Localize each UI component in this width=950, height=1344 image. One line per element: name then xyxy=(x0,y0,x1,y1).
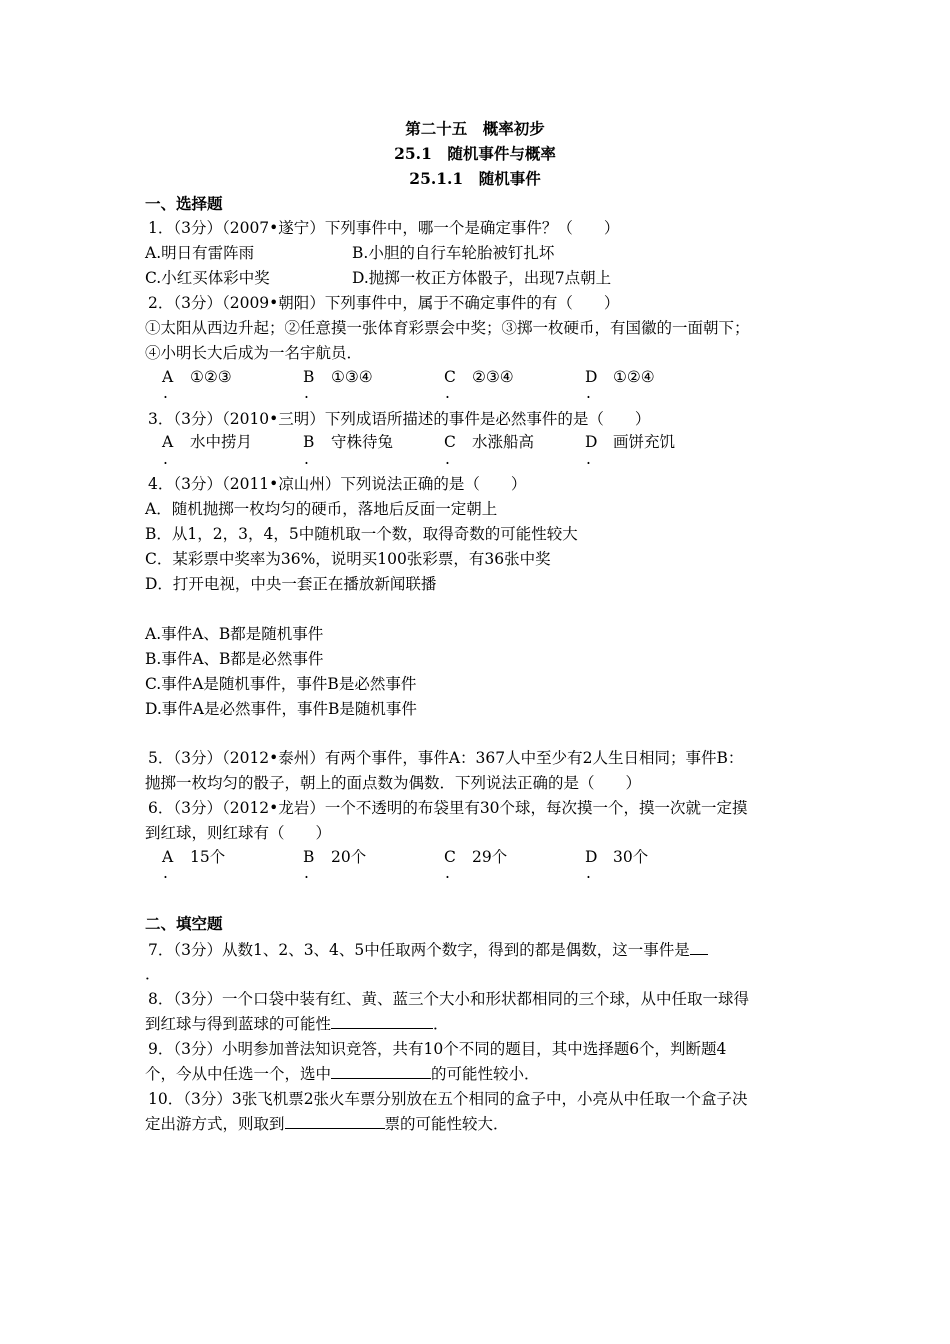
q2-option-b-text: ①③④ xyxy=(331,368,373,386)
q10-text: 定出游方式，则取到 xyxy=(145,1115,285,1133)
q5-stem-line1: 5．（3分）（2012•泰州）有两个事件，事件A：367人中至少有2人生日相同；事件B： xyxy=(148,749,744,767)
section-heading-choice: 一、选择题 xyxy=(145,194,223,213)
q7-stem xyxy=(148,940,708,960)
q6-option-c-letter: C xyxy=(444,848,456,866)
q8-answer-blank[interactable] xyxy=(331,1014,433,1029)
q3-option-c-text: 水涨船高 xyxy=(472,433,535,451)
q2-option-c-letter: C xyxy=(444,368,456,386)
q1-option-d: D.抛掷一枚正方体骰子，出现7点朝上 xyxy=(352,269,612,287)
q7-answer-blank[interactable] xyxy=(690,940,708,955)
q1-option-b: B.小胆的自行车轮胎被钉扎坏 xyxy=(352,244,555,262)
section-title: 25.1 随机事件与概率 xyxy=(394,144,556,163)
q8-end: ． xyxy=(433,1015,449,1033)
q4-option-d: D．打开电视，中央一套正在播放新闻联播 xyxy=(145,575,437,593)
q6-option-c-text: 29个 xyxy=(472,848,508,866)
q2-option-a-letter: A xyxy=(162,368,174,386)
q3-option-a-letter: A xyxy=(162,433,174,451)
q9-answer-blank[interactable] xyxy=(331,1064,431,1079)
q6-option-b-text: 20个 xyxy=(331,848,367,866)
q2-stem: 2．（3分）（2009•朝阳）下列事件中，属于不确定事件的有（ ） xyxy=(148,294,620,312)
subsection-title: 25.1.1 随机事件 xyxy=(409,169,541,188)
q3-option-a-dot: . xyxy=(163,450,168,468)
q3-option-b-text: 守株待兔 xyxy=(331,433,394,451)
q6-stem-line2: 到红球，则红球有（ ） xyxy=(145,824,332,842)
q7-text: 7．（3分）从数1、2、3、4、5中任取两个数字，得到的都是偶数，这一事件是 xyxy=(148,941,690,959)
q3-option-a-text: 水中捞月 xyxy=(190,433,253,451)
q6-option-a-dot: . xyxy=(163,864,168,882)
q6-option-d-letter: D xyxy=(585,848,598,866)
q5-option-a: A.事件A、B都是随机事件 xyxy=(145,625,324,643)
q8-text: 到红球与得到蓝球的可能性 xyxy=(145,1015,332,1033)
q8-stem-line1: 8．（3分）一个口袋中装有红、黄、蓝三个大小和形状都相同的三个球，从中任取一球得 xyxy=(148,990,749,1008)
q1-option-a: A.明日有雷阵雨 xyxy=(145,244,255,262)
q6-option-a-letter: A xyxy=(162,848,174,866)
q6-option-d-dot: . xyxy=(586,864,591,882)
q6-option-a-text: 15个 xyxy=(190,848,226,866)
section-heading-fill: 二、填空题 xyxy=(145,914,223,933)
q9-text: 个，今从中任选一个，选中 xyxy=(145,1065,332,1083)
q5-option-c: C.事件A是随机事件，事件B是必然事件 xyxy=(145,675,417,693)
q9-stem-line2 xyxy=(145,1064,540,1084)
q4-option-b: B．从1，2，3，4，5中随机取一个数，取得奇数的可能性较大 xyxy=(145,525,578,543)
q2-statements-line2: ④小明长大后成为一名宇航员． xyxy=(145,344,363,362)
q10-stem-line2 xyxy=(145,1114,509,1134)
q6-stem-line1: 6．（3分）（2012•龙岩）一个不透明的布袋里有30个球，每次摸一个，摸一次就一定摸 xyxy=(148,799,748,817)
q3-option-c-letter: C xyxy=(444,433,456,451)
q1-option-c: C.小红买体彩中奖 xyxy=(145,269,270,287)
q2-option-a-text: ①②③ xyxy=(190,368,232,386)
q4-option-a: A．随机抛掷一枚均匀的硬币，落地后反面一定朝上 xyxy=(145,500,498,518)
q10-answer-blank[interactable] xyxy=(285,1114,385,1129)
q2-option-d-dot: . xyxy=(586,384,591,402)
q9-stem-line1: 9．（3分）小明参加普法知识竞答，共有10个不同的题目，其中选择题6个，判断题4 xyxy=(148,1040,727,1058)
q4-stem: 4．（3分）（2011•凉山州）下列说法正确的是（ ） xyxy=(148,475,527,493)
q6-option-b-letter: B xyxy=(303,848,315,866)
q3-option-d-letter: D xyxy=(585,433,598,451)
q2-option-b-dot: . xyxy=(304,384,309,402)
q1-stem: 1．（3分）（2007•遂宁）下列事件中，哪一个是确定事件？（ ） xyxy=(148,219,620,237)
q8-stem-line2 xyxy=(145,1014,449,1034)
q2-option-d-letter: D xyxy=(585,368,598,386)
q5-option-d: D.事件A是必然事件，事件B是随机事件 xyxy=(145,700,417,718)
q2-option-d-text: ①②④ xyxy=(613,368,655,386)
q2-option-c-text: ②③④ xyxy=(472,368,514,386)
q5-option-b: B.事件A、B都是必然事件 xyxy=(145,650,324,668)
q2-option-a-dot: . xyxy=(163,384,168,402)
q7-end: ． xyxy=(145,965,161,983)
q3-option-d-dot: . xyxy=(586,450,591,468)
q3-option-c-dot: . xyxy=(445,450,450,468)
q6-option-b-dot: . xyxy=(304,864,309,882)
q3-option-d-text: 画饼充饥 xyxy=(613,433,676,451)
q9-end: 的可能性较小． xyxy=(431,1065,540,1083)
q5-stem-line2: 抛掷一枚均匀的骰子，朝上的面点数为偶数．下列说法正确的是（ ） xyxy=(145,774,642,792)
q2-option-b-letter: B xyxy=(303,368,315,386)
q4-option-c: C．某彩票中奖率为36%，说明买100张彩票，有36张中奖 xyxy=(145,550,551,568)
q3-option-b-dot: . xyxy=(304,450,309,468)
q10-stem-line1: 10．（3分）3张飞机票2张火车票分别放在五个相同的盒子中，小亮从中任取一个盒子决 xyxy=(148,1090,748,1108)
q3-option-b-letter: B xyxy=(303,433,315,451)
q2-statements-line1: ①太阳从西边升起；②任意摸一张体育彩票会中奖；③掷一枚硬币，有国徽的一面朝下； xyxy=(145,319,750,337)
q6-option-d-text: 30个 xyxy=(613,848,649,866)
q3-stem: 3．（3分）（2010•三明）下列成语所描述的事件是必然事件的是（ ） xyxy=(148,410,651,428)
chapter-title: 第二十五 概率初步 xyxy=(405,119,545,138)
q6-option-c-dot: . xyxy=(445,864,450,882)
q2-option-c-dot: . xyxy=(445,384,450,402)
q10-end: 票的可能性较大． xyxy=(384,1115,509,1133)
